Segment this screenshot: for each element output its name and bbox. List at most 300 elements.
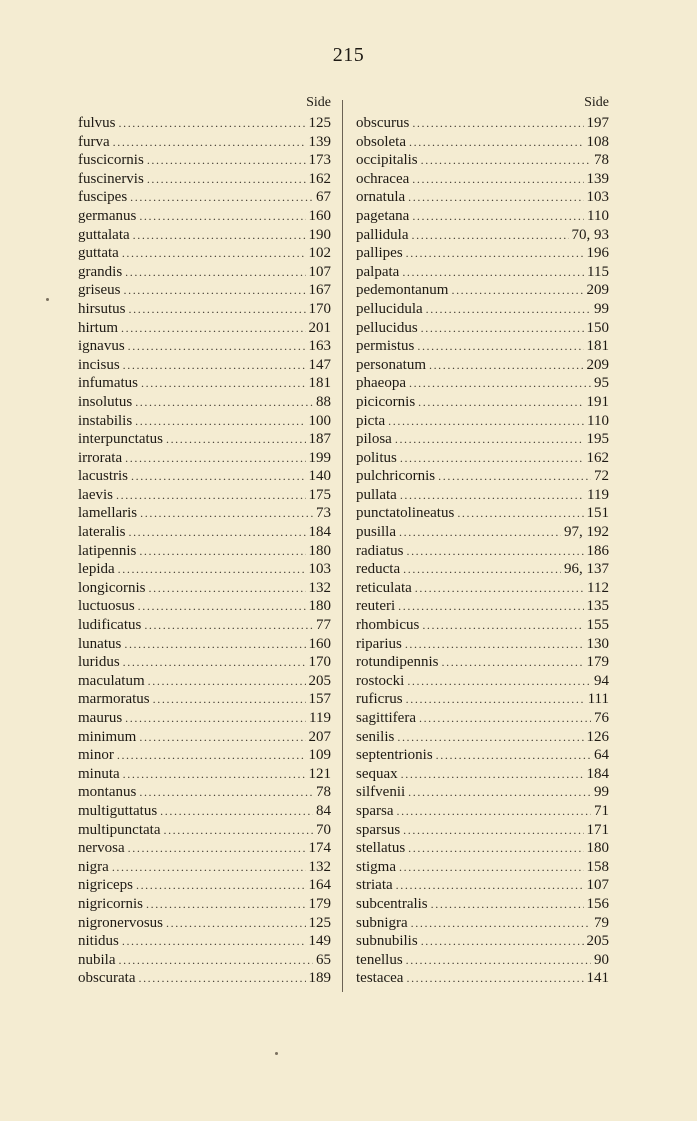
entry-page-ref: 71 [594, 802, 609, 819]
entry-page-ref: 207 [308, 728, 331, 745]
dot-leader [400, 449, 584, 468]
index-entry [356, 672, 609, 691]
entry-term: multiguttatus [78, 802, 158, 819]
dot-leader [130, 188, 313, 207]
index-entry [78, 653, 331, 672]
dot-leader [409, 374, 591, 393]
index-entry [356, 839, 609, 858]
entry-page-ref: 88 [316, 393, 331, 410]
entry-page-ref: 102 [308, 245, 331, 262]
entry-page-ref: 209 [586, 282, 609, 299]
dot-leader [124, 281, 306, 300]
entry-page-ref: 175 [308, 486, 331, 503]
entry-term: griseus [78, 282, 121, 299]
dot-leader [419, 709, 591, 728]
entry-page-ref: 135 [586, 598, 609, 615]
entry-term: reducta [356, 561, 401, 578]
entry-term: hirtum [78, 319, 118, 336]
index-entry [356, 821, 609, 840]
entry-term: multipunctata [78, 821, 161, 838]
dot-leader [140, 504, 313, 523]
index-entry [356, 746, 609, 765]
entry-term: testacea [356, 970, 404, 987]
entry-term: picicornis [356, 393, 416, 410]
entry-term: pellucidus [356, 319, 418, 336]
index-entry [356, 114, 609, 133]
dot-leader [400, 486, 584, 505]
entry-page-ref: 119 [587, 486, 609, 503]
index-entry [356, 597, 609, 616]
dot-leader [412, 207, 584, 226]
entry-term: radiatus [356, 542, 404, 559]
entry-term: fuscicornis [78, 152, 144, 169]
entry-term: riparius [356, 635, 402, 652]
dot-leader [122, 932, 306, 951]
entry-page-ref: 187 [308, 431, 331, 448]
dot-leader [395, 430, 584, 449]
entry-term: nitidus [78, 933, 119, 950]
index-entry [78, 300, 331, 319]
dot-leader [402, 263, 584, 282]
dot-leader [129, 300, 306, 319]
column-divider [342, 100, 343, 992]
entry-page-ref: 65 [316, 951, 331, 968]
entry-page-ref: 170 [308, 300, 331, 317]
index-entry [356, 802, 609, 821]
dot-leader [128, 337, 306, 356]
dot-leader [407, 672, 591, 691]
entry-term: latipennis [78, 542, 137, 559]
entry-page-ref: 125 [308, 115, 331, 131]
dot-leader [121, 319, 306, 338]
entry-term: stigma [356, 858, 396, 875]
entry-term: sparsus [356, 821, 401, 838]
entry-page-ref: 99 [594, 300, 609, 317]
dot-leader [131, 467, 306, 486]
index-entry [78, 226, 331, 245]
entry-list [78, 114, 331, 988]
index-entry [78, 969, 331, 988]
index-entry [356, 300, 609, 319]
dot-leader [123, 765, 306, 784]
dot-leader [138, 597, 306, 616]
dot-leader [141, 374, 306, 393]
index-entry [356, 263, 609, 282]
entry-page-ref: 99 [594, 784, 609, 801]
entry-page-ref: 67 [316, 189, 331, 206]
entry-term: picta [356, 412, 386, 429]
dot-leader [411, 914, 591, 933]
index-entry [78, 560, 331, 579]
entry-page-ref: 181 [586, 338, 609, 355]
entry-term: fulvus [78, 115, 116, 131]
index-entry [356, 449, 609, 468]
index-entry [78, 951, 331, 970]
dot-leader [133, 226, 306, 245]
dot-leader [421, 151, 591, 170]
entry-page-ref: 110 [587, 207, 609, 224]
entry-term: ochracea [356, 170, 410, 187]
entry-term: reticulata [356, 579, 412, 596]
entry-page-ref: 77 [316, 617, 331, 634]
index-entry [356, 374, 609, 393]
dot-leader [408, 188, 583, 207]
dot-leader [406, 244, 584, 263]
entry-page-ref: 186 [586, 542, 609, 559]
index-entry [78, 393, 331, 412]
entry-page-ref: 90 [594, 951, 609, 968]
index-entry [356, 783, 609, 802]
entry-term: silfvenii [356, 784, 406, 801]
entry-term: lamellaris [78, 505, 138, 522]
index-entry [78, 690, 331, 709]
entry-page-ref: 196 [586, 245, 609, 262]
entry-term: marmoratus [78, 691, 150, 708]
index-entry [356, 876, 609, 895]
index-entry [356, 635, 609, 654]
index-entry [78, 672, 331, 691]
entry-term: nervosa [78, 840, 125, 857]
entry-term: sagittifera [356, 710, 416, 726]
entry-page-ref: 139 [586, 170, 609, 187]
dot-leader [117, 746, 306, 765]
entry-page-ref: 132 [308, 579, 331, 596]
entry-page-ref: 73 [316, 505, 331, 522]
entry-page-ref: 190 [308, 226, 331, 243]
entry-term: palpata [356, 263, 400, 280]
dot-leader [412, 170, 583, 189]
dot-leader [412, 114, 583, 133]
entry-term: montanus [78, 784, 137, 801]
index-entry [78, 783, 331, 802]
entry-term: nigriceps [78, 877, 133, 894]
entry-term: furva [78, 133, 110, 150]
index-entry [78, 597, 331, 616]
entry-term: minimum [78, 728, 137, 745]
dot-leader [128, 523, 305, 542]
index-entry [356, 467, 609, 486]
index-entry [78, 170, 331, 189]
dot-leader [147, 151, 306, 170]
dot-leader [418, 393, 583, 412]
dot-leader [113, 133, 306, 152]
entry-page-ref: 126 [586, 728, 609, 745]
entry-term: ignavus [78, 338, 125, 355]
column-header-side: Side [306, 95, 331, 110]
entry-page-ref: 173 [308, 152, 331, 169]
entry-page-ref: 70, 93 [571, 226, 609, 243]
entry-page-ref: 156 [586, 895, 609, 912]
entry-term: nigricornis [78, 895, 143, 912]
entry-term: fuscinervis [78, 170, 144, 187]
entry-page-ref: 163 [308, 338, 331, 355]
dot-leader [397, 802, 592, 821]
index-entry [356, 188, 609, 207]
entry-term: fuscipes [78, 189, 128, 206]
index-entry [356, 858, 609, 877]
index-entry [78, 430, 331, 449]
dot-leader [144, 616, 313, 635]
entry-term: pallipes [356, 245, 403, 262]
entry-page-ref: 115 [587, 263, 609, 280]
index-entry [78, 188, 331, 207]
index-entry [78, 821, 331, 840]
index-entry [78, 374, 331, 393]
dot-leader [136, 876, 306, 895]
page-number: 215 [332, 44, 365, 66]
dot-leader [139, 542, 305, 561]
dot-leader [403, 560, 561, 579]
entry-page-ref: 70 [316, 821, 331, 838]
dot-leader [442, 653, 584, 672]
dot-leader [166, 430, 306, 449]
entry-term: personatum [356, 356, 426, 373]
dot-leader [128, 839, 306, 858]
entry-page-ref: 94 [594, 672, 609, 689]
dot-leader [396, 876, 584, 895]
index-entry [356, 356, 609, 375]
dot-leader [406, 951, 591, 970]
dot-leader [457, 504, 583, 523]
index-entry [356, 969, 609, 988]
entry-page-ref: 167 [308, 282, 331, 299]
entry-term: pulchricornis [356, 468, 436, 485]
entry-term: striata [356, 877, 393, 894]
index-entry [78, 244, 331, 263]
entry-term: minor [78, 747, 114, 764]
dot-leader [119, 951, 314, 970]
entry-page-ref: 180 [308, 542, 331, 559]
entry-term: reuteri [356, 598, 396, 615]
index-entry [78, 802, 331, 821]
index-entry [356, 523, 609, 542]
entry-term: minuta [78, 765, 120, 782]
index-entry [78, 542, 331, 561]
entry-list [356, 114, 609, 988]
print-speck [46, 298, 49, 301]
entry-page-ref: 199 [308, 449, 331, 466]
index-entry [356, 616, 609, 635]
dot-leader [409, 133, 584, 152]
entry-page-ref: 140 [308, 468, 331, 485]
index-entry [356, 932, 609, 951]
entry-page-ref: 170 [308, 654, 331, 671]
index-entry [78, 709, 331, 728]
dot-leader [405, 635, 584, 654]
entry-page-ref: 107 [308, 263, 331, 280]
index-entry [78, 133, 331, 152]
dot-leader [123, 653, 306, 672]
entry-term: obsoleta [356, 133, 406, 150]
entry-page-ref: 209 [586, 356, 609, 373]
dot-leader [149, 579, 306, 598]
entry-term: longicornis [78, 579, 146, 596]
index-entry [356, 690, 609, 709]
entry-term: grandis [78, 263, 123, 280]
dot-leader [139, 728, 305, 747]
entry-term: ruficrus [356, 691, 403, 708]
entry-term: pagetana [356, 207, 410, 224]
index-entry [78, 504, 331, 523]
entry-page-ref: 112 [587, 579, 609, 596]
index-column-right [356, 92, 609, 988]
dot-leader [163, 821, 313, 840]
dot-leader [146, 895, 306, 914]
dot-leader [403, 821, 583, 840]
entry-page-ref: 96, 137 [564, 561, 609, 578]
dot-leader [135, 393, 313, 412]
entry-term: germanus [78, 207, 137, 224]
dot-leader [116, 486, 306, 505]
entry-page-ref: 155 [586, 617, 609, 634]
entry-page-ref: 125 [308, 914, 331, 931]
index-entry [356, 430, 609, 449]
entry-page-ref: 201 [308, 319, 331, 336]
index-entry [78, 151, 331, 170]
entry-term: lateralis [78, 524, 126, 541]
entry-page-ref: 189 [308, 970, 331, 987]
entry-term: obscurata [78, 970, 136, 987]
entry-page-ref: 147 [308, 356, 331, 373]
entry-term: lacustris [78, 468, 128, 485]
index-entry [356, 281, 609, 300]
dot-leader [408, 839, 583, 858]
index-entry [78, 876, 331, 895]
dot-leader [122, 244, 306, 263]
entry-term: lunatus [78, 635, 122, 652]
column-header-side: Side [584, 95, 609, 110]
entry-page-ref: 130 [586, 635, 609, 652]
index-entry [78, 932, 331, 951]
index-entry [356, 504, 609, 523]
entry-page-ref: 149 [308, 933, 331, 950]
entry-page-ref: 180 [308, 598, 331, 615]
index-entry [78, 914, 331, 933]
dot-leader [388, 412, 584, 431]
entry-term: ornatula [356, 189, 406, 206]
index-entry [78, 579, 331, 598]
entry-term: subcentralis [356, 895, 428, 912]
dot-leader [406, 969, 583, 988]
entry-page-ref: 191 [586, 393, 609, 410]
entry-page-ref: 151 [586, 505, 609, 522]
entry-term: pusilla [356, 524, 396, 541]
dot-leader [125, 263, 305, 282]
entry-page-ref: 95 [594, 375, 609, 392]
entry-page-ref: 141 [586, 970, 609, 987]
index-entry [356, 951, 609, 970]
entry-term: punctatolineatus [356, 505, 455, 522]
entry-page-ref: 195 [586, 431, 609, 448]
index-entry [356, 151, 609, 170]
entry-term: subnigra [356, 914, 408, 931]
dot-leader [406, 690, 585, 709]
index-entry [356, 560, 609, 579]
entry-term: obscurus [356, 115, 410, 131]
entry-term: rotundipennis [356, 654, 439, 671]
entry-page-ref: 79 [594, 914, 609, 931]
dot-leader [421, 319, 584, 338]
dot-leader [399, 858, 584, 877]
index-entry [78, 114, 331, 133]
index-entry [78, 337, 331, 356]
index-entry [356, 709, 609, 728]
dot-leader [408, 783, 591, 802]
index-entry [356, 914, 609, 933]
index-entry [78, 486, 331, 505]
dot-leader [138, 969, 305, 988]
dot-leader [118, 560, 306, 579]
dot-leader [123, 356, 306, 375]
entry-page-ref: 111 [587, 691, 609, 708]
entry-page-ref: 103 [586, 189, 609, 206]
index-entry [78, 467, 331, 486]
index-entry [356, 226, 609, 245]
entry-page-ref: 184 [308, 524, 331, 541]
entry-page-ref: 110 [587, 412, 609, 429]
entry-term: phaeopa [356, 375, 406, 392]
index-entry [78, 635, 331, 654]
index-column-left [78, 92, 331, 988]
dot-leader [147, 170, 306, 189]
dot-leader [412, 226, 569, 245]
index-entry [356, 728, 609, 747]
entry-term: hirsutus [78, 300, 126, 317]
dot-leader [148, 672, 306, 691]
entry-term: pilosa [356, 431, 392, 448]
entry-term: stellatus [356, 840, 406, 857]
entry-term: interpunctatus [78, 431, 163, 448]
entry-term: nubila [78, 951, 116, 968]
entry-page-ref: 139 [308, 133, 331, 150]
entry-page-ref: 197 [586, 115, 609, 131]
entry-page-ref: 162 [308, 170, 331, 187]
entry-term: subnubilis [356, 933, 418, 950]
entry-term: maurus [78, 710, 123, 726]
entry-page-ref: 184 [586, 765, 609, 782]
entry-term: insolutus [78, 393, 133, 410]
entry-term: pallidula [356, 226, 409, 243]
entry-page-ref: 64 [594, 747, 609, 764]
entry-term: sparsa [356, 802, 394, 819]
dot-leader [398, 597, 583, 616]
index-entry [78, 858, 331, 877]
dot-leader [112, 858, 306, 877]
dot-leader [397, 728, 583, 747]
entry-page-ref: 179 [308, 895, 331, 912]
entry-page-ref: 160 [308, 207, 331, 224]
index-entry [78, 728, 331, 747]
entry-page-ref: 205 [308, 672, 331, 689]
entry-term: nigra [78, 858, 109, 875]
entry-page-ref: 72 [594, 468, 609, 485]
dot-leader [139, 783, 313, 802]
entry-page-ref: 84 [316, 802, 331, 819]
entry-term: rhombicus [356, 617, 420, 634]
dot-leader [426, 300, 591, 319]
dot-leader [139, 207, 305, 226]
entry-page-ref: 76 [594, 710, 609, 726]
index-entry [78, 356, 331, 375]
entry-page-ref: 119 [309, 710, 331, 726]
index-entry [78, 616, 331, 635]
entry-page-ref: 97, 192 [564, 524, 609, 541]
index-entry [356, 895, 609, 914]
index-entry [78, 319, 331, 338]
index-entry [356, 207, 609, 226]
index-entry [356, 337, 609, 356]
entry-term: guttalata [78, 226, 130, 243]
